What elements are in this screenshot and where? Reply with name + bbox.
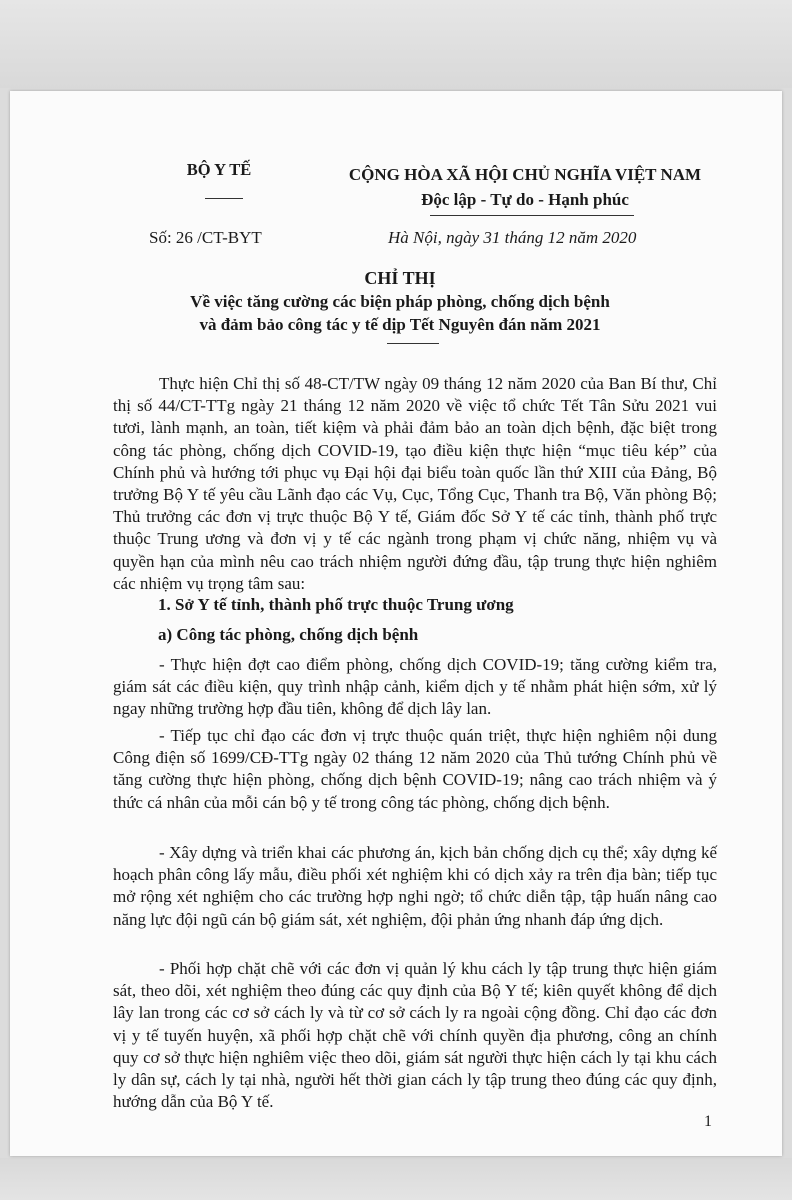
photo-background-bottom [0,1158,792,1200]
subtitle-line-2: và đảm bảo công tác y tế dịp Tết Nguyên đán năm 2021 [199,315,601,334]
bullet-paragraph-2: - Tiếp tục chỉ đạo các đơn vị trực thuộc quán triệt, thực hiện nghiêm nội dung Công điện số 1699/CĐ-TTg ngày 02 tháng 12 năm 2020 của Thủ tướng Chính phủ về tăng cường thực hiện phòng, chống dịch bệnh COVID-19; nâng cao trách nhiệm và ý thức cá nhân của mỗi cán bộ y tế trong công tác phòng, chống dịch bệnh. [113,726,717,812]
subtitle-line-1: Về việc tăng cường các biện pháp phòng, chống dịch bệnh [190,292,610,311]
title-underline [387,343,439,344]
document-date: Hà Nội, ngày 31 tháng 12 năm 2020 [388,228,637,247]
ministry-underline [205,198,243,199]
country-header [340,160,710,212]
photo-background-top [0,0,792,88]
bullet-paragraph-3: - Xây dựng và triển khai các phương án, kịch bản chống dịch cụ thể; xây dựng kế hoạch phân công lấy mẫu, điều phối xét nghiệm khi có dịch xảy ra trên địa bàn; tiếp tục mở rộng xét nghiệm cho các trường hợp nghi ngờ; tổ chức diễn tập, tập huấn nâng cao năng lực đội ngũ cán bộ giám sát, xét nghiệm, đội phản ứng nhanh đáp ứng dịch. [113,843,717,929]
intro-paragraph: Thực hiện Chỉ thị số 48-CT/TW ngày 09 tháng 12 năm 2020 của Ban Bí thư, Chỉ thị số 44/CT-TTg ngày 21 tháng 12 năm 2020 về việc tổ chức Tết Tân Sửu 2021 vui tươi, lành mạnh, an toàn, tiết kiệm và phải đảm bảo an toàn dịch bệnh, đặc biệt trong công tác phòng, chống dịch COVID-19, tạo điều kiện thực hiện “mục tiêu kép” của Chính phủ và hướng tới phục vụ Đại hội đại biểu toàn quốc lần thứ XIII của Đảng, Bộ trưởng Bộ Y tế yêu cầu Lãnh đạo các Vụ, Cục, Tổng Cục, Thanh tra Bộ, Văn phòng Bộ; Thủ trưởng các đơn vị trực thuộc Bộ Y tế, Giám đốc Sở Y tế các tỉnh, thành phố trực thuộc Trung ương và đơn vị y tế các ngành trong phạm vị chức năng, nhiệm vụ và quyền hạn của mình nêu cao trách nhiệm người đứng đầu, tập trung thực hiện nghiêm các nhiệm vụ trọng tâm sau: [113,374,717,593]
bullet-paragraph-1: - Thực hiện đợt cao điểm phòng, chống dịch COVID-19; tăng cường kiểm tra, giám sát các điều kiện, quy trình nhập cảnh, kiểm dịch y tế nhằm phát hiện sớm, xử lý ngay những trường hợp đầu tiên, không để dịch lây lan. [113,655,717,719]
document-number: Số: 26 /CT-BYT [149,228,262,247]
document-subtitle [100,290,700,336]
section-heading-1a: a) Công tác phòng, chống dịch bệnh [158,625,419,644]
document-title: CHỈ THỊ [364,268,436,288]
motto-underline [430,215,634,216]
ministry-name: BỘ Y TẾ [186,160,252,179]
bullet-paragraph-4: - Phối hợp chặt chẽ với các đơn vị quản lý khu cách ly tập trung thực hiện giám sát, theo dõi, xét nghiệm theo đúng các quy định của Bộ Y tế; kiên quyết không để dịch lây lan trong các cơ sở cách ly và từ cơ sở cách ly ra ngoài cộng đồng. Chỉ đạo các đơn vị y tế tuyến huyện, xã phối hợp chặt chẽ với chính quyền địa phương, công an chính quy cơ sở thực hiện nghiêm việc theo dõi, giám sát người thực hiện cách ly tại khu cách ly dân sự, cách ly tại nhà, người hết thời gian cách ly tập trung theo đúng các quy định, hướng dẫn của Bộ Y tế. [113,959,717,1112]
page-number: 1 [704,1113,712,1130]
section-heading-1: 1. Sở Y tế tỉnh, thành phố trực thuộc Trung ương [158,595,514,614]
country-name: CỘNG HÒA XÃ HỘI CHỦ NGHĨA VIỆT NAM [348,165,702,184]
national-motto: Độc lập - Tự do - Hạnh phúc [421,190,629,209]
